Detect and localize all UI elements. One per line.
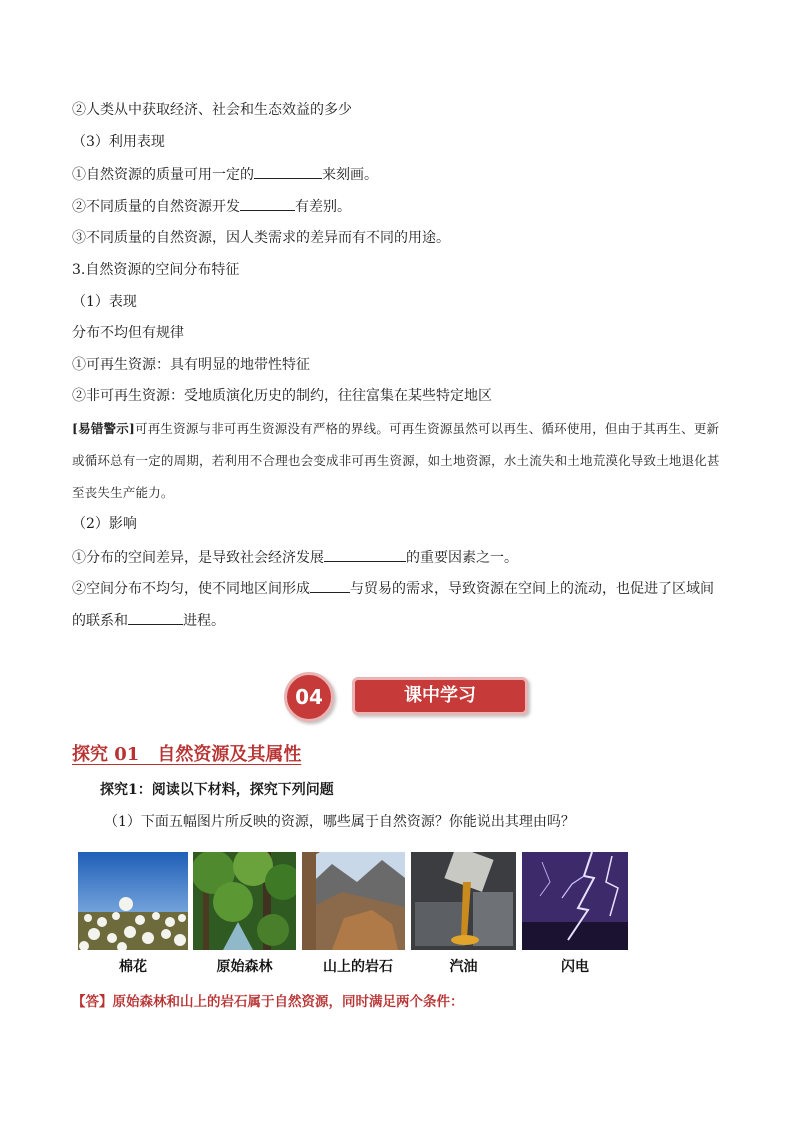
forest-image [193, 852, 296, 950]
image-caption: 闪电 [561, 959, 589, 975]
section-label: 课中学习 [352, 677, 528, 715]
fill-blank-line [72, 610, 225, 631]
text-segment: 的重要因素之一。 [406, 550, 518, 566]
text-segment: ①分布的空间差异，是导致社会经济发展 [72, 550, 324, 566]
text-segment: 来刻画。 [322, 167, 378, 183]
image-caption: 棉花 [119, 959, 147, 975]
fill-blank-line [72, 164, 378, 185]
mountain-rock-image [302, 852, 405, 950]
image-caption: 原始森林 [216, 959, 273, 975]
text-line: ②非可再生资源：受地质演化历史的制约，往往富集在某些特定地区 [72, 388, 492, 404]
blank-field[interactable] [324, 547, 406, 562]
blank-field[interactable] [310, 578, 350, 593]
blank-field[interactable] [254, 164, 322, 179]
gasoline-pour-image [411, 852, 516, 950]
blank-field[interactable] [240, 196, 295, 211]
text-segment: ①自然资源的质量可用一定的 [72, 167, 254, 183]
heading: 3.自然资源的空间分布特征 [72, 262, 240, 278]
text-segment: ②空间分布不均匀，使不同地区间形成 [72, 581, 310, 597]
blank-field[interactable] [128, 610, 183, 625]
section-title: 探究 01 自然资源及其属性 [72, 744, 302, 765]
section-banner [284, 672, 532, 722]
answer-tag: 【答】 [72, 994, 113, 1010]
explore-title: 探究1：阅读以下材料，探究下列问题 [100, 782, 334, 798]
subheading: （3）利用表现 [72, 134, 165, 150]
answer-line [72, 990, 464, 1010]
warning-text: 可再生资源与非可再生资源没有严格的界线。可再生资源虽然可以再生、循环使用，但由于其再生、更新或循环总有一定的周期，若利用不合理也会变成非可再生资源，如土地资源，水土流失和土地荒漠化导致土地退化甚至丧失生产能力。 [72, 421, 720, 500]
subheading: （2）影响 [72, 516, 137, 532]
section-number-badge: 04 [284, 672, 334, 722]
text-line: ①可再生资源：具有明显的地带性特征 [72, 357, 310, 373]
text-line: ②人类从中获取经济、社会和生态效益的多少 [72, 102, 352, 118]
lightning-image [522, 852, 628, 950]
text-line: ③不同质量的自然资源，因人类需求的差异而有不同的用途。 [72, 230, 450, 246]
fill-blank-line [72, 578, 714, 599]
fill-blank-line [72, 196, 351, 217]
subheading: （1）表现 [72, 294, 137, 310]
explore-question: （1）下面五幅图片所反映的资源，哪些属于自然资源？你能说出其理由吗？ [104, 814, 575, 830]
text-segment: 与贸易的需求，导致资源在空间上的流动，也促进了区域间 [350, 581, 714, 597]
fill-blank-line [72, 547, 518, 568]
text-segment: 进程。 [183, 613, 225, 629]
image-caption: 山上的岩石 [323, 959, 393, 975]
text-segment: ②不同质量的自然资源开发 [72, 199, 240, 215]
cotton-field-image [78, 852, 188, 950]
text-segment: 的联系和 [72, 613, 128, 629]
answer-text: 原始森林和山上的岩石属于自然资源，同时满足两个条件： [112, 994, 464, 1010]
image-caption: 汽油 [449, 959, 478, 975]
warning-tag: [易错警示] [72, 421, 136, 436]
text-line: 分布不均但有规律 [72, 325, 184, 341]
warning-note [72, 413, 724, 509]
text-segment: 有差别。 [295, 199, 351, 215]
